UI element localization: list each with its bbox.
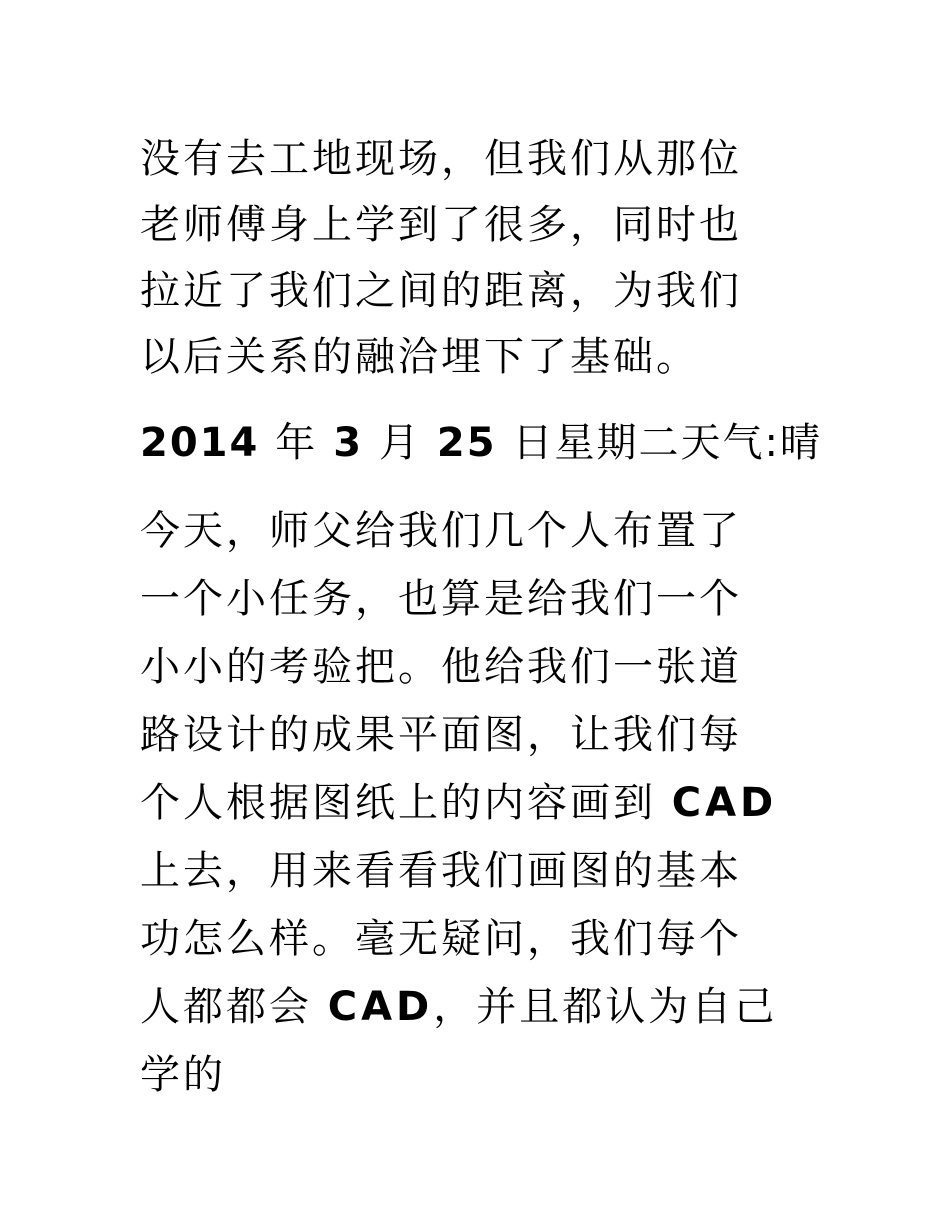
line-5-cad: CAD — [671, 780, 778, 826]
paragraph-2-line-2: 一个小任务，也算是给我们一个 — [140, 576, 742, 622]
paragraph-2-line-1: 今天，师父给我们几个人布置了 — [140, 508, 742, 554]
paragraph-2-line-4: 路设计的成果平面图，让我们每 — [140, 712, 742, 758]
date-month: 3 — [333, 420, 364, 466]
date-month-unit: 月 — [378, 420, 421, 466]
date-year: 2014 — [140, 420, 260, 466]
paragraph-2-line-9: 学的 — [140, 1052, 226, 1098]
paragraph-1-line-4: 以后关系的融洽埋下了基础。 — [140, 334, 699, 380]
paragraph-2-line-6: 上去，用来看看我们画图的基本 — [140, 848, 742, 894]
paragraph-2-line-7: 功怎么样。毫无疑问，我们每个 — [140, 916, 742, 962]
paragraph-1-line-1: 没有去工地现场，但我们从那位 — [140, 136, 742, 182]
date-heading — [140, 419, 822, 467]
paragraph-1-line-3: 拉近了我们之间的距离，为我们 — [140, 268, 742, 314]
paragraph-2-line-5 — [140, 779, 777, 827]
line-8-text-b: ，并且都认为自己 — [433, 984, 778, 1030]
date-day: 25 — [436, 420, 497, 466]
line-8-text-a: 人都都会 — [140, 984, 312, 1030]
date-year-unit: 年 — [275, 420, 318, 466]
paragraph-2-line-8 — [140, 983, 777, 1031]
line-5-text: 个人根据图纸上的内容画到 — [140, 780, 656, 826]
paragraph-2-line-3: 小小的考验把。他给我们一张道 — [140, 644, 742, 690]
line-8-cad: CAD — [327, 984, 434, 1030]
paragraph-1-line-2: 老师傅身上学到了很多，同时也 — [140, 202, 742, 248]
date-weekday-weather: 日星期二天气:晴 — [512, 420, 823, 466]
